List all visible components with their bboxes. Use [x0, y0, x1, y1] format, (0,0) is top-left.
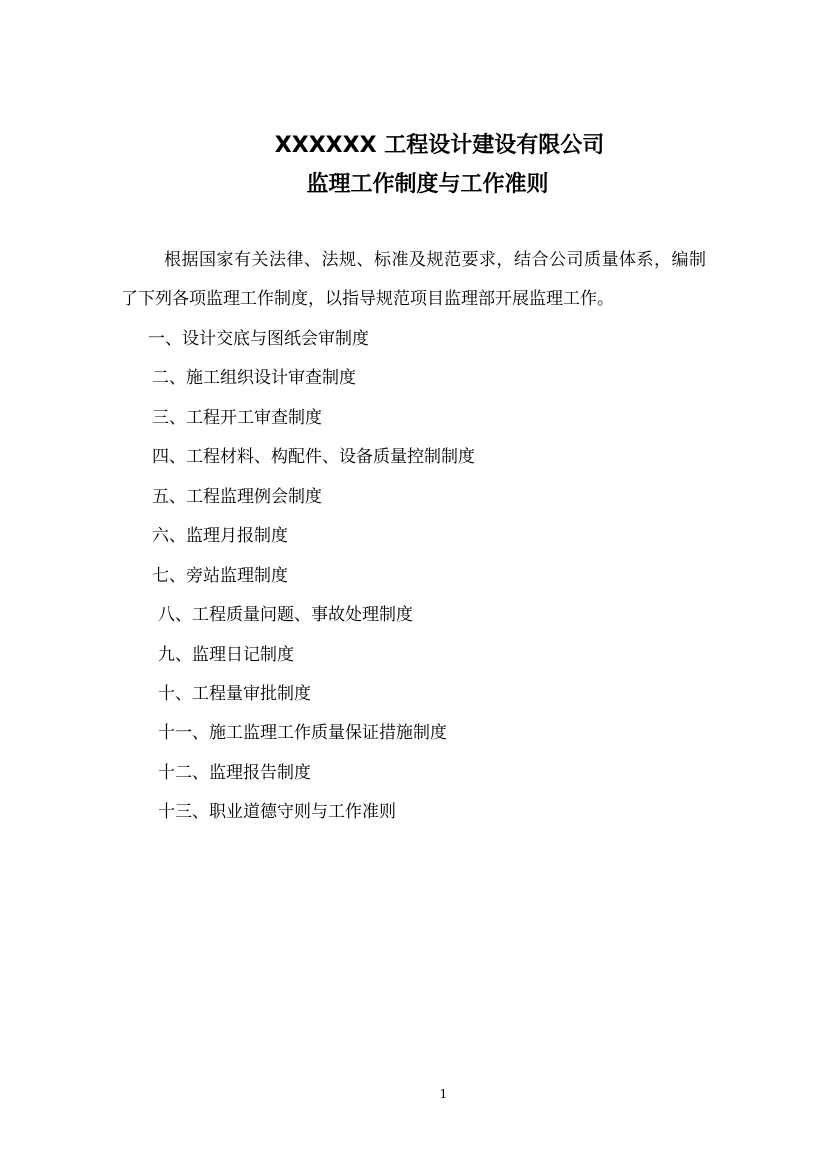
list-item: 十一、施工监理工作质量保证措施制度: [158, 723, 447, 743]
page-number: 1: [439, 1087, 448, 1101]
list-item: 六、监理月报制度: [152, 526, 288, 546]
document-title-subject: 监理工作制度与工作准则: [306, 172, 549, 197]
list-item: 八、工程质量问题、事故处理制度: [158, 605, 413, 625]
intro-paragraph-line-2: 了下列各项监理工作制度，以指导规范项目监理部开展监理工作。: [121, 289, 614, 309]
list-item: 七、旁站监理制度: [152, 566, 288, 586]
list-item: 一、设计交底与图纸会审制度: [148, 329, 369, 349]
document-title-company: XXXXXX 工程设计建设有限公司: [274, 133, 605, 158]
list-item: 三、工程开工审查制度: [152, 408, 322, 428]
list-item: 十三、职业道德守则与工作准则: [158, 802, 396, 822]
list-item: 二、施工组织设计审查制度: [152, 368, 356, 388]
list-item: 十二、监理报告制度: [158, 763, 311, 783]
intro-paragraph-line-1: 根据国家有关法律、法规、标准及规范要求，结合公司质量体系，编制: [164, 250, 707, 270]
list-item: 九、监理日记制度: [158, 645, 294, 665]
list-item: 十、工程量审批制度: [158, 684, 311, 704]
list-item: 四、工程材料、构配件、设备质量控制制度: [152, 447, 475, 467]
list-item: 五、工程监理例会制度: [152, 487, 322, 507]
